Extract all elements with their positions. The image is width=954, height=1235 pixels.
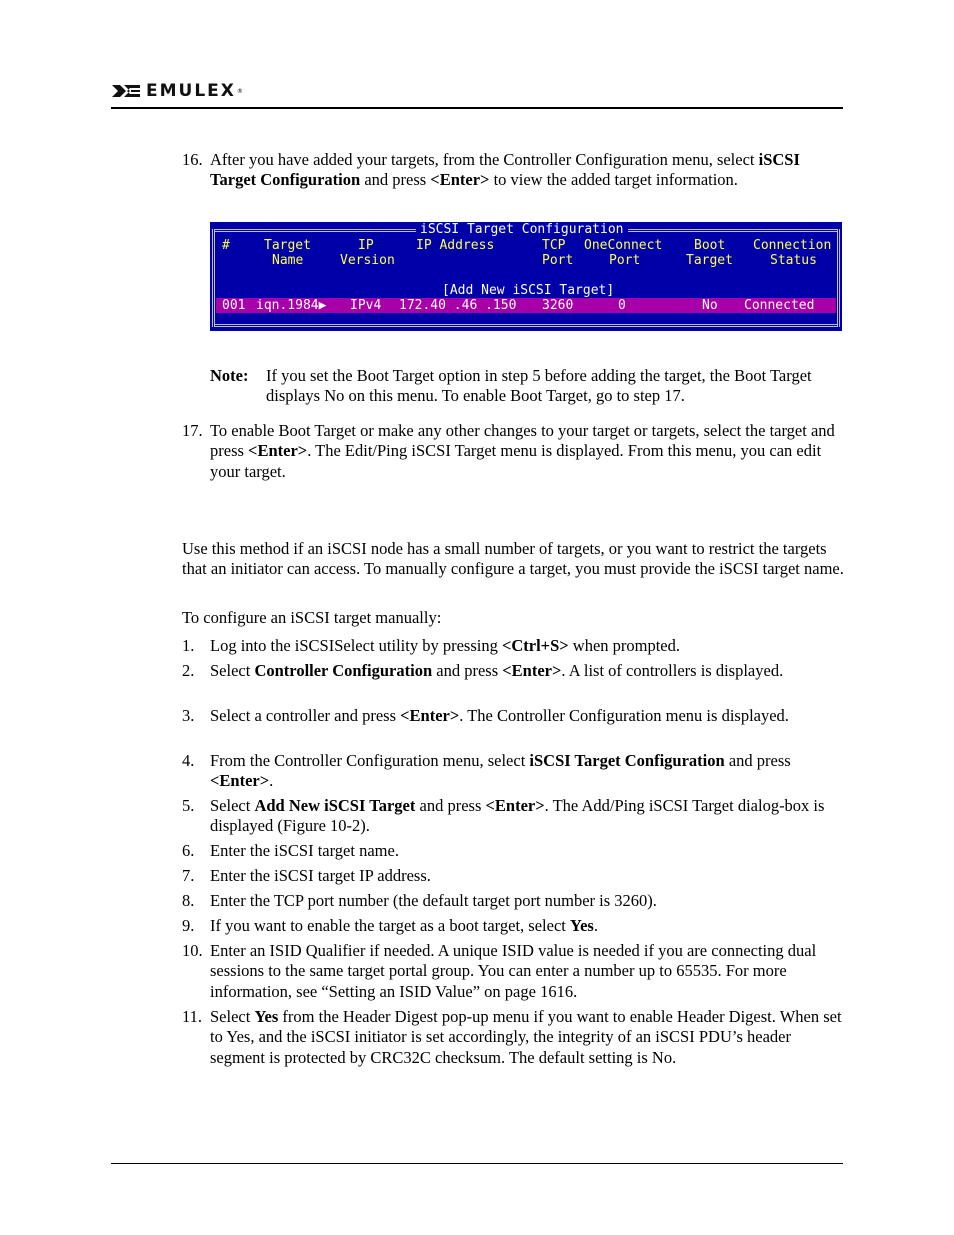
column-header-target: Target bbox=[264, 238, 311, 253]
step-11-text: Select Yes from the Header Digest pop-up menu if you want to enable Header Digest. When set to Yes, and the iSCSI initiator is set accordingly, the integrity of an iSCSI PDU’s header segment is protected by CRC32C checksum. The default setting is No. bbox=[210, 1007, 842, 1067]
brand-name: EMULEX bbox=[146, 81, 236, 101]
row-ip-address: 172.40 .46 .150 bbox=[399, 298, 517, 313]
step-16-number: 16. bbox=[182, 150, 203, 169]
step-1-text: Log into the iSCSISelect utility by pressing <Ctrl+S> when prompted. bbox=[210, 636, 681, 655]
step-6-number: 6. bbox=[182, 841, 195, 860]
step-9-number: 9. bbox=[182, 916, 195, 935]
step-5-text: Select Add New iSCSI Target and press <Enter>. The Add/Ping iSCSI Target dialog-box is displayed (Figure 10-2). bbox=[210, 796, 825, 836]
screen-title: iSCSI Target Configuration bbox=[416, 222, 628, 238]
add-new-target-menu-item[interactable]: [Add New iSCSI Target] bbox=[442, 283, 615, 298]
column-header-version: Version bbox=[340, 253, 395, 268]
column-header-oneconnect: OneConnect bbox=[584, 238, 663, 253]
step-8-number: 8. bbox=[182, 891, 195, 910]
step-11-number: 11. bbox=[182, 1007, 203, 1026]
step-17-number: 17. bbox=[182, 421, 203, 440]
column-header-number: # bbox=[222, 238, 230, 253]
step-1-number: 1. bbox=[182, 636, 195, 655]
column-header-tcp: TCP bbox=[542, 238, 566, 253]
step-2-number: 2. bbox=[182, 661, 195, 680]
iscsi-target-configuration-screen bbox=[210, 222, 842, 331]
column-header-ip: IP bbox=[358, 238, 374, 253]
header-rule bbox=[111, 107, 843, 109]
row-ip-version: IPv4 bbox=[350, 298, 382, 313]
screen-border bbox=[214, 324, 838, 327]
column-header-boot: Boot bbox=[694, 238, 726, 253]
step-2-text: Select Controller Configuration and press <Enter>. A list of controllers is displayed. bbox=[210, 661, 784, 680]
step-5-number: 5. bbox=[182, 796, 195, 815]
step-17-text: To enable Boot Target or make any other changes to your target or targets, select the target and press <Enter>. The Edit/Ping iSCSI Target menu is displayed. From this menu, you can edit your target. bbox=[210, 421, 835, 481]
column-header-oneconnect-port: Port bbox=[609, 253, 641, 268]
note-label: Note: bbox=[210, 366, 249, 385]
step-8-text: Enter the TCP port number (the default target port number is 3260). bbox=[210, 891, 657, 910]
step-6-text: Enter the iSCSI target name. bbox=[210, 841, 399, 860]
step-9-text: If you want to enable the target as a boot target, select Yes. bbox=[210, 916, 598, 935]
page-header bbox=[111, 78, 843, 108]
column-header-tcp-port: Port bbox=[542, 253, 574, 268]
step-3-text: Select a controller and press <Enter>. The Controller Configuration menu is displayed. bbox=[210, 706, 789, 725]
screen-border bbox=[212, 229, 215, 327]
emulex-logo bbox=[111, 80, 243, 102]
step-4-number: 4. bbox=[182, 751, 195, 770]
row-number: 001 bbox=[222, 298, 246, 313]
row-oneconnect-port: 0 bbox=[618, 298, 626, 313]
column-header-status: Status bbox=[770, 253, 817, 268]
screen-border bbox=[837, 229, 840, 327]
trademark: ® bbox=[236, 87, 243, 95]
step-16-text: After you have added your targets, from the Controller Configuration menu, select iSCSI Target Configuration and press <Enter> to view the added target information. bbox=[210, 150, 800, 190]
step-7-text: Enter the iSCSI target IP address. bbox=[210, 866, 431, 885]
step-10-number: 10. bbox=[182, 941, 203, 960]
footer-rule bbox=[111, 1163, 843, 1164]
column-header-name: Name bbox=[272, 253, 304, 268]
step-7-number: 7. bbox=[182, 866, 195, 885]
step-10-text: Enter an ISID Qualifier if needed. A unique ISID value is needed if you are connecting dual sessions to the same target portal group. You can enter a number up to 65535. For more information, see “Setting an ISID Value” on page 1616. bbox=[210, 941, 817, 1001]
row-connection-status: Connected bbox=[744, 298, 815, 313]
lead-paragraph: To configure an iSCSI target manually: bbox=[182, 608, 442, 627]
row-boot-target: No bbox=[702, 298, 718, 313]
note-text: If you set the Boot Target option in step 5 before adding the target, the Boot Target displays No on this menu. To enable Boot Target, go to step 17. bbox=[266, 366, 812, 406]
column-header-connection: Connection bbox=[753, 238, 832, 253]
column-header-boot-target: Target bbox=[686, 253, 733, 268]
step-3-number: 3. bbox=[182, 706, 195, 725]
column-header-ip-address: IP Address bbox=[416, 238, 495, 253]
row-tcp-port: 3260 bbox=[542, 298, 574, 313]
emulex-logo-icon bbox=[111, 83, 141, 99]
step-4-text: From the Controller Configuration menu, select iSCSI Target Configuration and press <Enter>. bbox=[210, 751, 791, 791]
intro-paragraph: Use this method if an iSCSI node has a small number of targets, or you want to restrict the targets that an initiator can access. To manually configure a target, you must provide the iSCSI target name. bbox=[182, 539, 844, 579]
target-row[interactable] bbox=[216, 298, 836, 313]
row-target-name: iqn.1984▶ bbox=[256, 298, 327, 313]
